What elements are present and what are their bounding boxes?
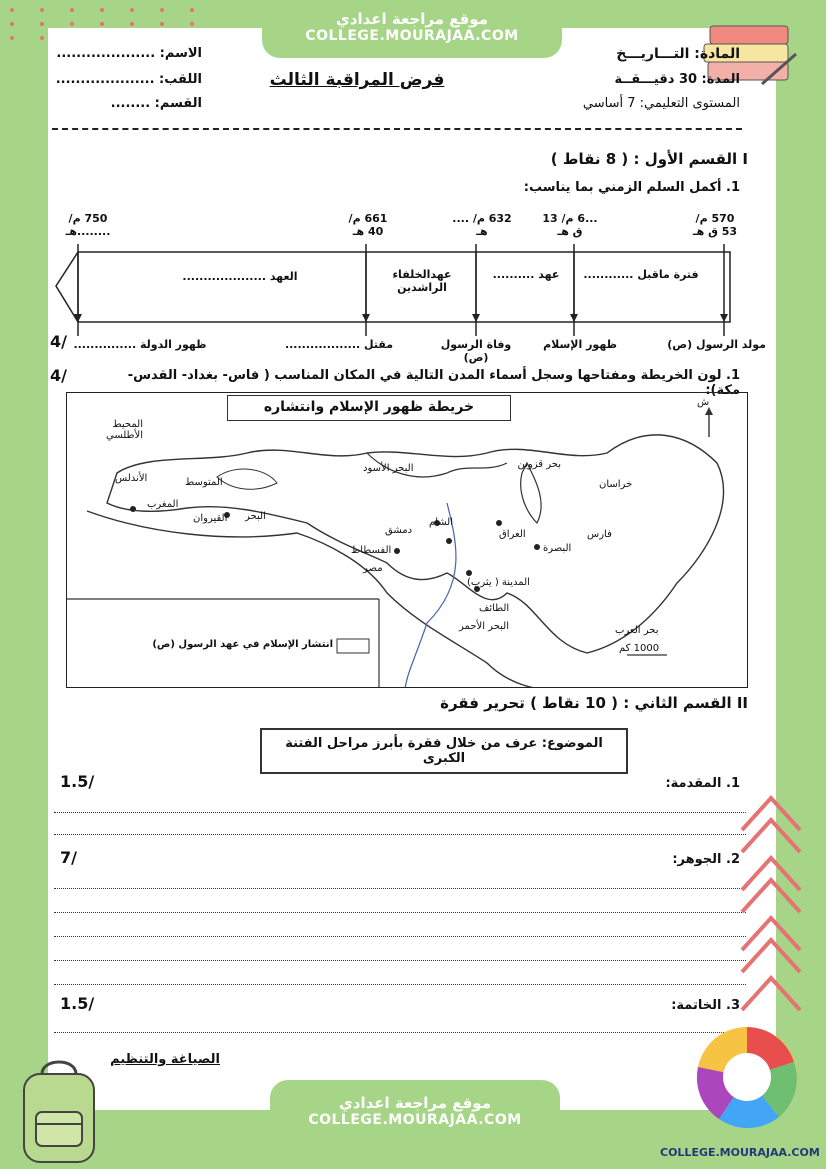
- subject-field: المادة: التـــاريـــخ: [616, 46, 740, 62]
- chevron-decoration-icon: [736, 790, 806, 1030]
- body-line[interactable]: [54, 936, 746, 937]
- timeline-date-3: 632 م/ .... هـ: [452, 212, 512, 238]
- essay-topic: الموضوع: عرف من خلال فقرة بأبرز مراحل الفتنة الكبرى: [260, 728, 628, 774]
- period-4: العهد ....................: [182, 270, 298, 283]
- map-scale-label: 1000 كم: [619, 643, 660, 654]
- map-label-red-sea: البحر الأحمر: [459, 621, 509, 632]
- event-4: مقتل ..................: [284, 338, 394, 351]
- conclusion-line[interactable]: [54, 1032, 746, 1033]
- north-label: ش: [697, 397, 710, 408]
- event-5: ظهور الدولة ...............: [73, 338, 207, 351]
- site-logo-icon: [694, 1022, 800, 1142]
- event-1: مولد الرسول (ص): [667, 338, 766, 351]
- map-label-mediterranean: المتوسط: [185, 477, 223, 488]
- duration-field: المدة: 30 دقيـــقــة: [614, 72, 740, 87]
- style-label: الصياغة والتنظيم: [110, 1052, 220, 1067]
- body-line[interactable]: [54, 960, 746, 961]
- period-3: عهدالخلفاء الراشدين: [392, 268, 452, 294]
- event-3: وفاة الرسول (ص): [440, 338, 512, 364]
- timeline-date-4: 661 م/ 40 هـ: [348, 212, 388, 238]
- map-score: 4/: [50, 366, 67, 385]
- top-banner-arabic: موقع مراجعة اعدادي: [336, 10, 488, 28]
- part1-q1: 1. أكمل السلم الزمني بما يناسب:: [523, 180, 740, 195]
- timeline-date-2: ...6 م/ 13 ق هـ: [542, 212, 598, 238]
- islam-map: [66, 392, 748, 688]
- exam-title: فرض المراقبة الثالث: [269, 70, 445, 90]
- map-label-black-sea: البحر الأسود: [363, 463, 414, 474]
- timeline-date-1: 570 م/ 53 ق هـ: [692, 212, 738, 238]
- surname-field: اللقب: ....................: [55, 72, 202, 87]
- part2-title: II القسم الثاني : ( 10 نقاط ) تحرير فقرة: [440, 694, 748, 712]
- body-label: 2. الجوهر:: [672, 852, 740, 867]
- map-label-caspian: بحر قزوين: [517, 459, 561, 470]
- part1-q2: 1. لون الخريطة ومفتاحها وسجل أسماء المدن التالية في المكان المناسب ( فاس- بغداد- القدس- مكة):: [127, 368, 740, 398]
- timeline-score: 4/: [50, 332, 67, 351]
- body-score: 7/: [60, 848, 77, 867]
- intro-score: 1.5/: [60, 772, 95, 791]
- map-label-andalus: الأندلس: [115, 473, 148, 484]
- map-label-taif: الطائف: [479, 603, 510, 614]
- part1-title: I القسم الأول : ( 8 نقاط ): [550, 150, 748, 168]
- class-field: القسم: ........: [110, 96, 202, 111]
- conclusion-label: 3. الخاتمة:: [671, 998, 740, 1013]
- top-banner-url: COLLEGE.MOURAJAA.COM: [305, 28, 519, 44]
- map-label-atlantic: المحيط الأطلسي: [105, 419, 143, 441]
- header-divider: [52, 128, 742, 130]
- map-label-sham: الشام: [429, 517, 453, 528]
- bottom-banner-arabic: موقع مراجعة اعدادي: [339, 1094, 491, 1112]
- map-legend-label: انتشار الإسلام في عهد الرسول (ص): [152, 639, 333, 650]
- map-label-iraq: العراق: [499, 529, 526, 540]
- body-line[interactable]: [54, 888, 746, 889]
- map-label-egypt: مصر: [363, 563, 383, 574]
- map-title: خريطة ظهور الإسلام وانتشاره: [227, 395, 511, 421]
- map-label-medina: المدينة ( يثرب): [467, 577, 530, 588]
- body-line[interactable]: [54, 984, 746, 985]
- intro-label: 1. المقدمة:: [665, 776, 740, 791]
- map-label-persia: فارس: [587, 529, 612, 540]
- map-label-basra: البصرة: [543, 543, 572, 554]
- name-field: الاسم: ....................: [56, 46, 202, 61]
- conclusion-score: 1.5/: [60, 994, 95, 1013]
- bottom-banner-url: COLLEGE.MOURAJAA.COM: [308, 1112, 522, 1128]
- map-label-khorasan: خراسان: [599, 479, 633, 490]
- bottom-site-banner: [270, 1080, 560, 1146]
- period-1: فترة ماقبل ............: [583, 268, 699, 281]
- body-line[interactable]: [54, 912, 746, 913]
- event-2: ظهور الإسلام: [543, 338, 617, 351]
- site-logo-text: COLLEGE.MOURAJAA.COM: [660, 1146, 820, 1159]
- map-label-damascus: دمشق: [385, 525, 413, 536]
- timeline-date-5: 750 م/ ........هـ: [65, 212, 111, 238]
- period-2: عهد ..........: [492, 268, 560, 281]
- map-label-sea: البحر: [245, 511, 266, 522]
- intro-line[interactable]: [54, 812, 746, 813]
- map-label-fustat: الفسطاط: [351, 545, 392, 556]
- map-label-arabian-sea: بحر العرب: [615, 625, 659, 636]
- map-label-maghreb: المغرب: [147, 499, 179, 510]
- map-label-kairouan: القيروان: [193, 513, 228, 524]
- top-site-banner: [262, 2, 562, 58]
- backpack-icon: [14, 1054, 104, 1166]
- intro-line[interactable]: [54, 834, 746, 835]
- level-field: المستوى التعليمي: 7 أساسي: [582, 96, 740, 111]
